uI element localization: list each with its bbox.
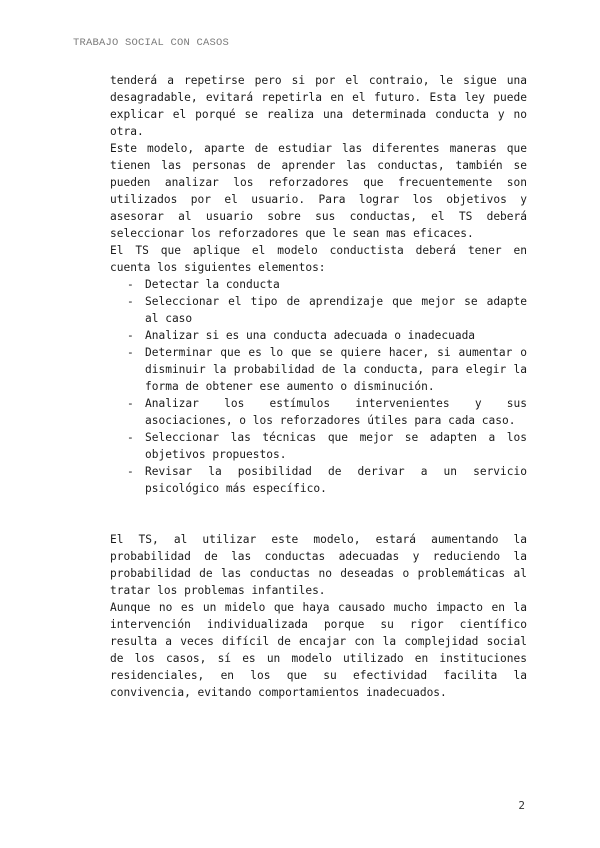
page-number: 2 <box>518 799 525 812</box>
list-item-text: Seleccionar el tipo de aprendizaje que mejor se adapte al caso <box>145 295 527 325</box>
list-item-text: Revisar la posibilidad de derivar a un servicio psicológico más específico. <box>145 465 527 495</box>
bullet-dash: - <box>127 329 134 342</box>
running-header: TRABAJO SOCIAL CON CASOS <box>73 37 230 49</box>
list-item-text: Analizar los estímulos intervenientes y sus asociaciones, o los reforzadores útiles para cada caso. <box>145 397 527 427</box>
list-item-text: Determinar que es lo que se quiere hacer, si aumentar o disminuir la probabilidad de la conducta, para elegir la forma de obtener ese aumento o disminución. <box>145 346 527 393</box>
paragraph: El TS que aplique el modelo conductista deberá tener en cuenta los siguientes elementos: <box>110 244 527 274</box>
paragraph: Aunque no es un midelo que haya causado mucho impacto en la intervención individualizada porque su rigor científico resulta a veces difícil de encajar con la complejidad social de los casos, sí es un modelo utilizado en instituciones residenciales, en los que su efectividad facilita la convivencia, evitando comportamientos inadecuados. <box>110 601 527 699</box>
paragraph: tenderá a repetirse pero si por el contraio, le sigue una desagradable, evitará repetirla en el futuro. Esta ley puede explicar el porqué se realiza una determinada conducta y no otra. <box>110 74 527 138</box>
list-item <box>127 429 527 463</box>
list-item <box>127 327 527 344</box>
list-item-text: Analizar si es una conducta adecuada o inadecuada <box>145 329 476 342</box>
elements-list <box>110 276 527 497</box>
paragraph: Este modelo, aparte de estudiar las diferentes maneras que tienen las personas de aprender las conductas, también se pueden analizar los reforzadores que frecuentemente son utilizados por el usuario. Para lograr los objetivos y asesorar al usuario sobre sus conductas, el TS deberá seleccionar los reforzadores que le sean mas eficaces. <box>110 142 527 240</box>
list-item <box>127 293 527 327</box>
list-item <box>127 344 527 395</box>
list-item-text: Seleccionar las técnicas que mejor se adapten a los objetivos propuestos. <box>145 431 527 461</box>
paragraph-gap <box>110 497 527 531</box>
list-item-text: Detectar la conducta <box>145 278 280 291</box>
bullet-dash: - <box>127 295 134 308</box>
bullet-dash: - <box>127 278 134 291</box>
bullet-dash: - <box>127 431 134 444</box>
list-item <box>127 463 527 497</box>
list-item <box>127 395 527 429</box>
bullet-dash: - <box>127 465 134 478</box>
bullet-dash: - <box>127 346 134 359</box>
paragraph: El TS, al utilizar este modelo, estará aumentando la probabilidad de las conductas adecuadas y reduciendo la probabilidad de las conductas no deseadas o problemáticas al tratar los problemas infantiles. <box>110 533 527 597</box>
bullet-dash: - <box>127 397 134 410</box>
body-text <box>110 72 527 701</box>
list-item <box>127 276 527 293</box>
